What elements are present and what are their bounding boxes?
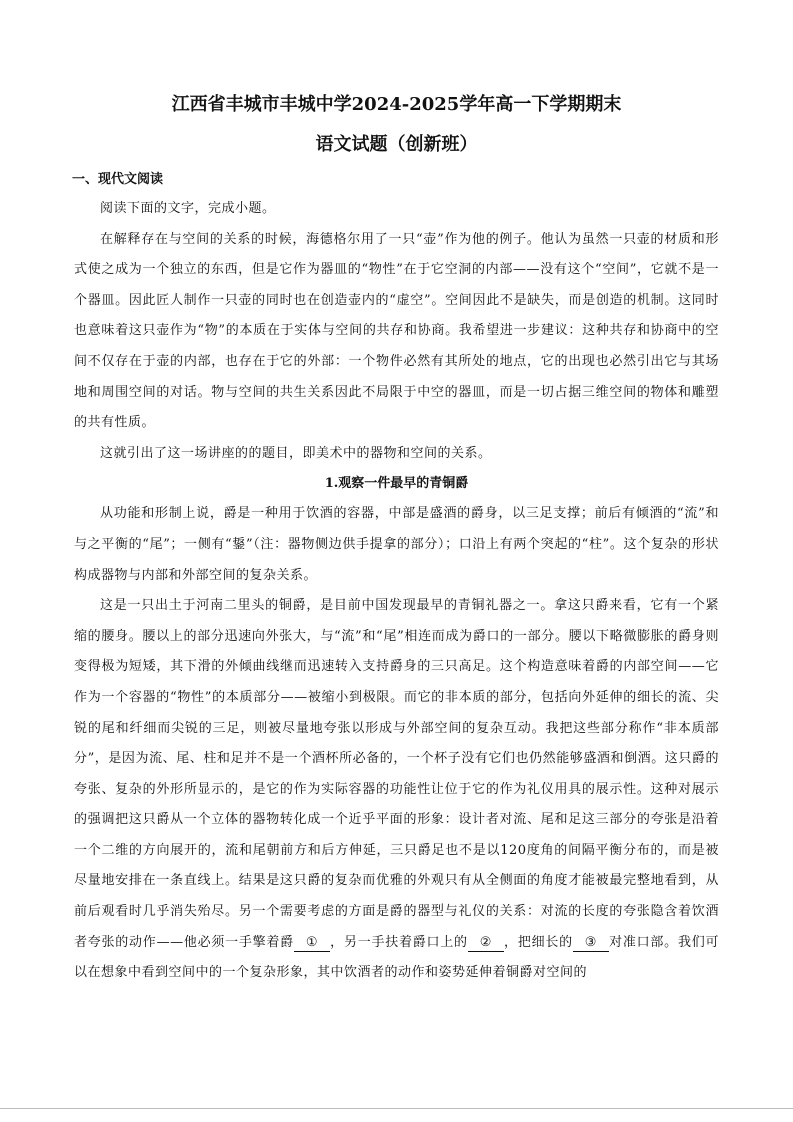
blank-2: ② (468, 935, 504, 952)
paragraph-4-text-c: ，把细长的 (503, 934, 573, 950)
blank-3: ③ (573, 935, 609, 952)
footer-divider (0, 1108, 793, 1109)
section-heading: 一、现代文阅读 (72, 172, 164, 187)
instruction-paragraph: 阅读下面的文字，完成小题。 (100, 201, 276, 216)
subheading-bronze-jue: 1.观察一件最早的青铜爵 (324, 476, 469, 492)
body-paragraph-4 (74, 591, 719, 989)
document-title-line2: 语文试题（创新班） (315, 134, 478, 155)
document-title-line1: 江西省丰城市丰城中学2024-2025学年高一下学期期末 (171, 94, 622, 115)
paragraph-4-text-b: ，另一手扶着爵口上的 (329, 934, 468, 950)
paragraph-4-text-d: 对准口部。我们可以在想象中看到空间中的一个复杂形象，其中饮酒者的动作和姿势延伸着铜爵对空间的 (74, 934, 719, 981)
paragraph-4-text-a: 这是一只出土于河南二里头的铜爵，是目前中国发现最早的青铜礼器之一。拿这只爵来看，它有一个紧缩的腰身。腰以上的部分迅速向外张大，与“流”和“尾”相连而成为爵口的一部分。腰以下略微膨胀的爵身则变得极为短矮，其下滑的外倾曲线继而迅速转入支持爵身的三只高足。这个构造意味着爵的内部空间——它作为一个容器的“物性”的本质部分——被缩小到极限。而它的非本质的部分，包括向外延伸的细长的流、尖锐的尾和纤细而尖锐的三足，则被尽量地夸张以形成与外部空间的复杂互动。我把这些部分称作“非本质部分”，是因为流、尾、柱和足并不是一个酒杯所必备的，一个杯子没有它们也仍然能够盛酒和倒酒。这只爵的夸张、复杂的外形所显示的，是它的作为实际容器的功能性让位于它的作为礼仪用具的展示性。这种对展示的强调把这只爵从一个立体的器物转化成一个近乎平面的形象：设计者对流、尾和足这三部分的夸张是沿着一个二维的方向展开的，流和尾朝前方和后方伸延，三只爵足也不是以120度角的间隔平衡分布的，而是被尽量地安排在一条直线上。结果是这只爵的复杂而优雅的外观只有从全侧面的角度才能被最完整地看到，从前后观看时几乎消失殆尽。另一个需要考虑的方面是爵的器型与礼仪的关系：对流的长度的夸张隐含着饮酒者夸张的动作——他必须一手擎着爵 (74, 598, 719, 950)
blank-1: ① (294, 935, 330, 952)
body-paragraph-1: 在解释存在与空间的关系的时候，海德格尔用了一只“壶”作为他的例子。他认为虽然一只壶的材质和形式使之成为一个独立的东西，但是它作为器皿的“物性”在于它空洞的内部——没有这个“空间”，它就不是一个器皿。因此匠人制作一只壶的同时也在创造壶内的“虚空”。空间因此不是缺失，而是创造的机制。这同时也意味着这只壶作为“物”的本质在于实体与空间的共存和协商。我希望进一步建议：这种共存和协商中的空间不仅存在于壶的内部，也存在于它的外部：一个物件必然有其所处的地点，它的出现也必然引出它与其场地和周围空间的对话。物与空间的共生关系因此不局限于中空的器皿，而是一切占据三维空间的物体和雕塑的共有性质。 (74, 231, 719, 431)
body-paragraph-2: 这就引出了这一场讲座的的题目，即美术中的器物和空间的关系。 (100, 445, 492, 461)
body-paragraph-3: 从功能和形制上说，爵是一种用于饮酒的容器，中部是盛酒的爵身，以三足支撑；前后有倾酒的“流”和与之平衡的“尾”；一侧有“鋬”（注：器物侧边供手提拿的部分）；口沿上有两个突起的“柱”。这个复杂的形状构成器物与内部和外部空间的复杂关系。 (74, 506, 719, 583)
